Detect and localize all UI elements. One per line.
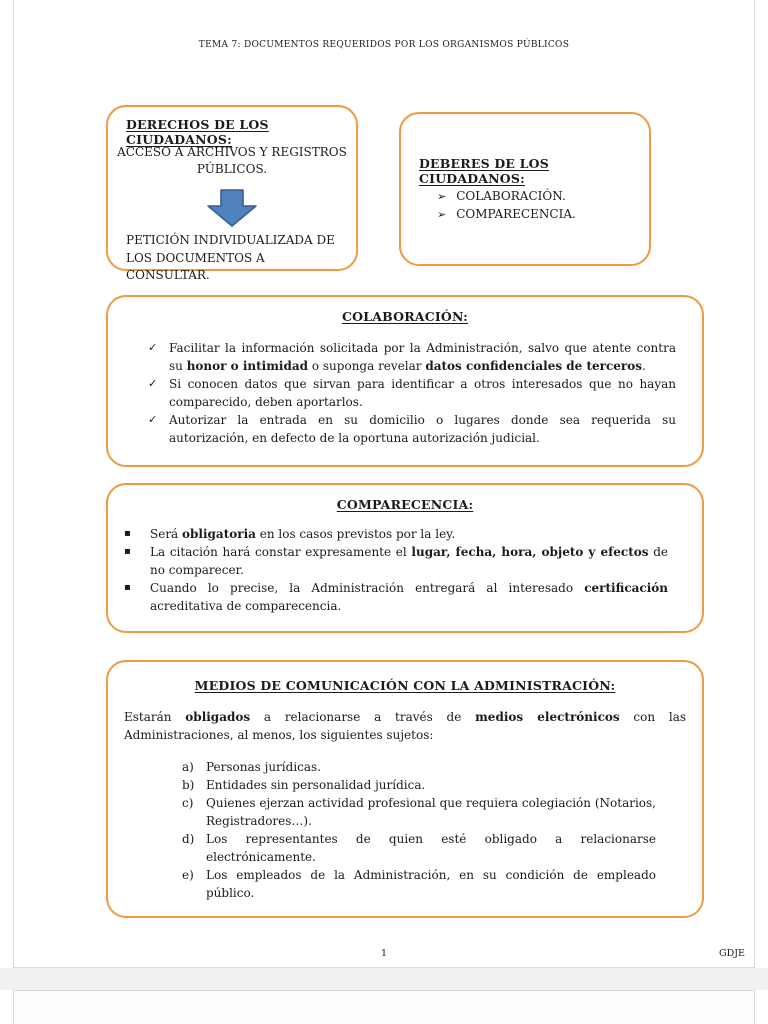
- list-item-text: Los empleados de la Administración, en su condición de empleado público.: [206, 868, 656, 900]
- deberes-box: [399, 112, 651, 266]
- comparecencia-box: [106, 483, 704, 633]
- derechos-petition-text: PETICIÓN INDIVIDUALIZADA DE LOS DOCUMENTOS A CONSULTAR.: [126, 233, 335, 282]
- list-item: [124, 525, 668, 543]
- derechos-box: [106, 105, 358, 282]
- check-icon: ✓: [148, 341, 158, 354]
- list-item: [124, 543, 668, 579]
- medios-title: MEDIOS DE COMUNICACIÓN CON LA ADMINISTRACIÓN:: [194, 678, 616, 693]
- list-item: [437, 206, 641, 224]
- list-marker: c): [182, 796, 194, 810]
- comparecencia-title: COMPARECENCIA:: [336, 497, 474, 512]
- list-marker: a): [182, 760, 194, 774]
- list-item-text: Autorizar la entrada en su domicilio o lugares donde sea requerida su autorización, en defecto de la oportuna autorización judicial.: [169, 413, 676, 445]
- list-item-text: Si conocen datos que sirvan para identificar a otros interesados que no hayan comparecido, deben aportarlos.: [169, 377, 676, 409]
- list-item: [182, 830, 656, 866]
- arrow-bullet-icon: ➢: [437, 190, 447, 203]
- square-bullet-icon: ▪: [124, 582, 131, 593]
- list-item: [182, 758, 656, 776]
- list-item-text: La citación hará constar expresamente el lugar, fecha, hora, objeto y efectos de no comparecer.: [150, 545, 668, 577]
- list-item: [148, 339, 676, 375]
- list-marker: d): [182, 832, 195, 846]
- list-item: [437, 188, 641, 206]
- list-item-text: Facilitar la información solicitada por la Administración, salvo que atente contra su honor o intimidad o suponga revelar datos confidenciales de terceros.: [169, 341, 676, 373]
- list-item: [124, 579, 668, 615]
- list-item-text: Personas jurídicas.: [206, 760, 322, 774]
- colaboracion-title: COLABORACIÓN:: [342, 309, 468, 324]
- list-item: [148, 411, 676, 447]
- list-item-text: Quienes ejerzan actividad profesional que requiera colegiación (Notarios, Registradores…).: [206, 796, 656, 828]
- square-bullet-icon: ▪: [124, 528, 131, 539]
- check-icon: ✓: [148, 377, 158, 390]
- list-item-text: Los representantes de quien esté obligado a relacionarse electrónicamente.: [206, 832, 656, 864]
- check-icon: ✓: [148, 413, 158, 426]
- deberes-item-label: COMPARECENCIA.: [456, 206, 576, 221]
- derechos-access-text: ACCESO A ARCHIVOS Y REGISTROS PÚBLICOS.: [117, 145, 347, 176]
- list-item: [148, 375, 676, 411]
- list-item: [182, 794, 656, 830]
- medios-list: [182, 758, 656, 902]
- list-item-text: Será obligatoria en los casos previstos por la ley.: [150, 527, 456, 541]
- list-item-text: Cuando lo precise, la Administración entregará al interesado certificación acreditativa de comparecencia.: [150, 581, 668, 613]
- list-item-text: Entidades sin personalidad jurídica.: [206, 778, 426, 792]
- derechos-title: DERECHOS DE LOS CIUDADANOS:: [126, 117, 269, 147]
- document-header: TEMA 7: DOCUMENTOS REQUERIDOS POR LOS ORGANISMOS PÚBLICOS: [198, 40, 570, 50]
- list-item: [182, 866, 656, 902]
- square-bullet-icon: ▪: [124, 546, 131, 557]
- list-item: [182, 776, 656, 794]
- deberes-item-label: COLABORACIÓN.: [456, 189, 566, 203]
- footer-initials: GDJE: [719, 948, 745, 959]
- medios-intro: Estarán obligados a relacionarse a través de medios electrónicos con las Administraciones, al menos, los siguientes sujetos:: [124, 710, 687, 742]
- comparecencia-list: [124, 525, 668, 615]
- medios-box: [106, 660, 704, 918]
- deberes-list: [437, 188, 641, 223]
- list-marker: b): [182, 778, 195, 792]
- arrow-bullet-icon: ➢: [437, 207, 447, 221]
- page-number: 1: [380, 948, 388, 959]
- deberes-title: DEBERES DE LOS CIUDADANOS:: [419, 156, 549, 186]
- colaboracion-list: [148, 339, 676, 447]
- list-marker: e): [182, 868, 194, 882]
- colaboracion-box: [106, 295, 704, 467]
- down-arrow-icon: [206, 189, 258, 227]
